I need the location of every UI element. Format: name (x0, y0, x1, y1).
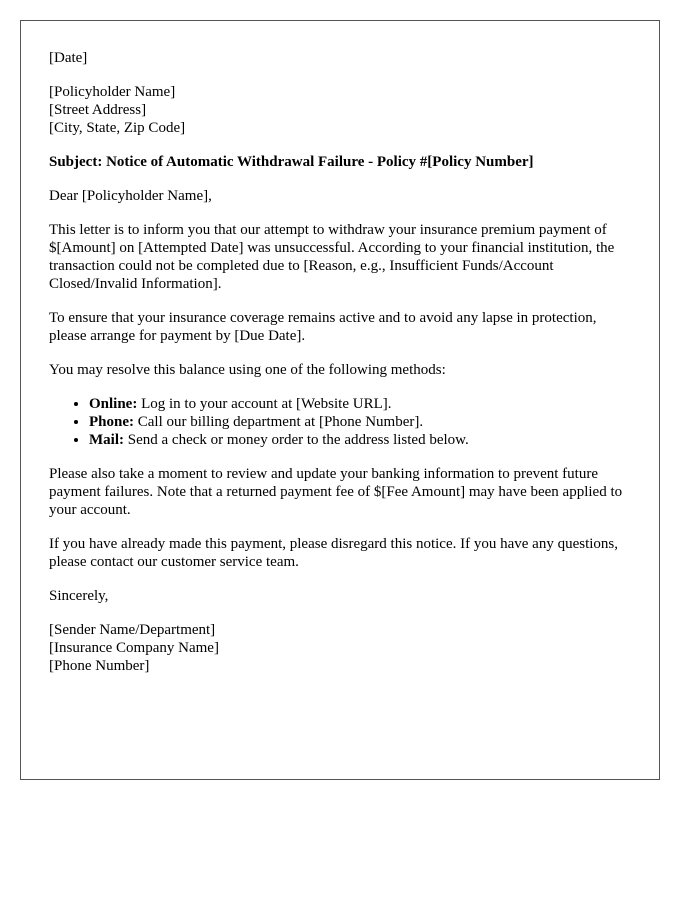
letter-subject: Subject: Notice of Automatic Withdrawal Failure - Policy #[Policy Number] (49, 154, 534, 170)
method-mail-text: Send a check or money order to the address listed below. (124, 432, 469, 448)
paragraph-withdrawal-failure: This letter is to inform you that our attempt to withdraw your insurance premium payment of $[Amount] on [Attempted Date] was unsuccessful. According to your financial institution, the transaction could not be completed due to [Reason, e.g., Insufficient Funds/Account Closed/Invalid Information]. (49, 222, 615, 292)
method-online-label: Online: (89, 396, 138, 412)
recipient-street: [Street Address] (49, 102, 147, 118)
recipient-address (49, 83, 631, 137)
letter-page (20, 20, 660, 780)
method-phone-label: Phone: (89, 414, 134, 430)
method-online (89, 395, 631, 413)
sender-phone: [Phone Number] (49, 658, 150, 674)
sender-signature (49, 621, 631, 675)
salutation: Dear [Policyholder Name], (49, 188, 212, 204)
sender-company: [Insurance Company Name] (49, 640, 219, 656)
letter-date (49, 49, 631, 67)
method-mail (89, 431, 631, 449)
recipient-name: [Policyholder Name] (49, 84, 176, 100)
method-mail-label: Mail: (89, 432, 124, 448)
paragraph-methods-intro: You may resolve this balance using one of the following methods: (49, 362, 446, 378)
paragraph-disregard: If you have already made this payment, please disregard this notice. If you have any questions, please contact our customer service team. (49, 536, 618, 570)
recipient-city-state-zip: [City, State, Zip Code] (49, 120, 186, 136)
method-phone-text: Call our billing department at [Phone Number]. (134, 414, 424, 430)
sender-name: [Sender Name/Department] (49, 622, 216, 638)
date-text: [Date] (49, 50, 88, 66)
closing: Sincerely, (49, 588, 109, 604)
payment-methods-list (49, 395, 631, 449)
paragraph-banking-info: Please also take a moment to review and update your banking information to prevent future payment failures. Note that a returned payment fee of $[Fee Amount] may have been applied to your account. (49, 466, 623, 518)
paragraph-coverage: To ensure that your insurance coverage remains active and to avoid any lapse in protection, please arrange for payment by [Due Date]. (49, 310, 597, 344)
method-phone (89, 413, 631, 431)
method-online-text: Log in to your account at [Website URL]. (137, 396, 392, 412)
